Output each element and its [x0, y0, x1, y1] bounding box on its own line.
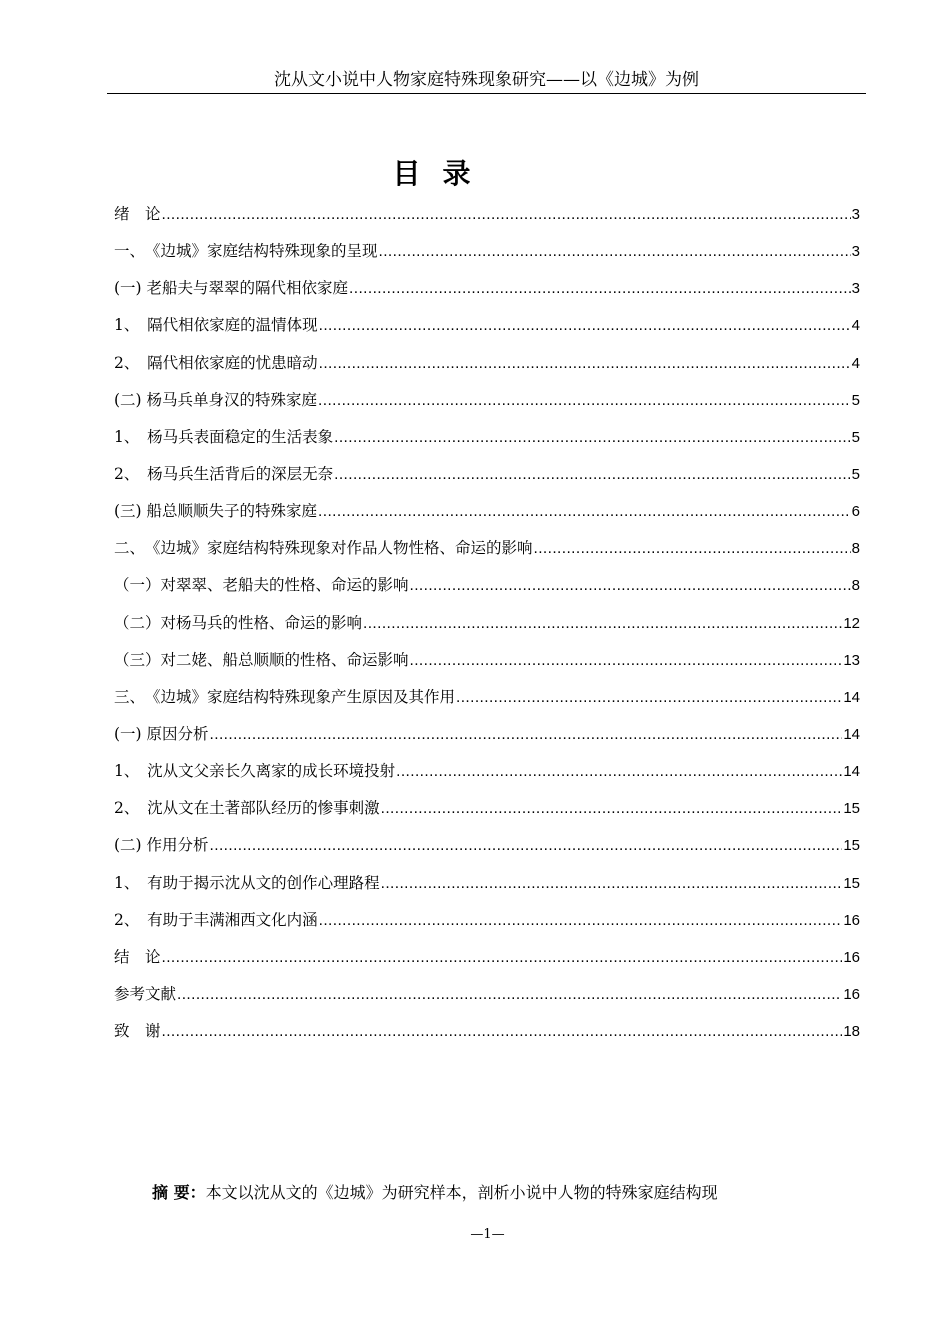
header-rule: [107, 93, 866, 94]
toc-leader-dots: [534, 538, 851, 560]
toc-entry[interactable]: [114, 612, 860, 649]
toc-entry-label: 2、 沈从文在土著部队经历的惨事刺激: [114, 799, 380, 818]
toc-entry-page: 14: [843, 725, 860, 743]
toc-entry[interactable]: [114, 797, 860, 834]
toc-entry[interactable]: [114, 1020, 860, 1057]
toc-entry-page: 5: [851, 428, 860, 446]
toc-entry-label: 2、 隔代相依家庭的忧患暗动: [114, 353, 318, 372]
toc-entry-label: 2、 杨马兵生活背后的深层无奈: [114, 464, 334, 483]
toc-entry[interactable]: [114, 277, 860, 314]
toc-entry-label: 1、 沈从文父亲长久离家的成长环境投射: [114, 762, 396, 781]
toc-entry-page: 8: [851, 540, 860, 558]
toc-entry-label: (一) 老船夫与翠翠的隔代相依家庭: [114, 279, 349, 298]
toc-leader-dots: [396, 761, 842, 783]
toc-entry[interactable]: [114, 240, 860, 277]
toc-leader-dots: [319, 315, 851, 337]
toc-entry[interactable]: [114, 872, 860, 909]
toc-entry[interactable]: [114, 314, 860, 351]
toc-entry-label: 2、 有助于丰满湘西文化内涵: [114, 910, 318, 929]
toc-entry-page: 4: [851, 317, 860, 335]
toc-leader-dots: [381, 798, 843, 820]
toc-entry-label: 1、 隔代相依家庭的温情体现: [114, 316, 318, 335]
toc-entry[interactable]: [114, 723, 860, 760]
toc-leader-dots: [410, 650, 843, 672]
toc-leader-dots: [319, 910, 843, 932]
toc-entry-label: 三、 《边城》家庭结构特殊现象产生原因及其作用: [114, 687, 456, 706]
toc-entry-page: 6: [851, 503, 860, 521]
toc-entry-page: 18: [843, 1023, 860, 1041]
toc-entry[interactable]: [114, 463, 860, 500]
toc-leader-dots: [334, 427, 851, 449]
toc-entry[interactable]: [114, 760, 860, 797]
toc-leader-dots: [379, 241, 851, 263]
toc-entry-label: 一、 《边城》家庭结构特殊现象的呈现: [114, 242, 378, 261]
toc-entry-page: 8: [851, 577, 860, 595]
toc-entry-page: 13: [843, 651, 860, 669]
toc-leader-dots: [363, 613, 842, 635]
toc-entry-label: （一）对翠翠、老船夫的性格、命运的影响: [114, 576, 409, 595]
toc-entry-label: (二) 作用分析: [114, 836, 209, 855]
toc-entry-page: 3: [851, 206, 860, 223]
toc-entry-page: 12: [843, 614, 860, 632]
abstract-text: 本文以沈从文的《边城》为研究样本，剖析小说中人物的特殊家庭结构现: [205, 1183, 718, 1202]
toc-title: 目录: [392, 157, 493, 190]
toc-entry-page: 16: [843, 985, 860, 1003]
running-header: 沈从文小说中人物家庭特殊现象研究——以《边城》为例: [274, 70, 699, 90]
table-of-contents: [114, 203, 860, 1057]
toc-leader-dots: [210, 724, 843, 746]
toc-entry[interactable]: [114, 686, 860, 723]
toc-leader-dots: [162, 947, 843, 969]
toc-leader-dots: [162, 1021, 843, 1043]
toc-leader-dots: [319, 353, 851, 375]
toc-entry[interactable]: [114, 426, 860, 463]
toc-entry-page: 5: [851, 465, 860, 483]
abstract-paragraph: [152, 1180, 872, 1206]
toc-entry-label: (一) 原因分析: [114, 724, 209, 743]
toc-entry[interactable]: [114, 352, 860, 389]
toc-entry-page: 14: [843, 763, 860, 781]
toc-entry-label: 绪 论: [114, 205, 161, 223]
toc-entry[interactable]: [114, 389, 860, 426]
toc-entry-label: (二) 杨马兵单身汉的特殊家庭: [114, 390, 318, 409]
toc-leader-dots: [456, 687, 842, 709]
toc-entry-page: 15: [843, 874, 860, 892]
toc-entry-page: 14: [843, 688, 860, 706]
toc-entry-label: 致 谢: [114, 1022, 161, 1041]
toc-entry[interactable]: [114, 649, 860, 686]
page-number: —1—: [470, 1227, 505, 1242]
toc-entry-page: 3: [851, 243, 860, 261]
toc-leader-dots: [410, 575, 851, 597]
toc-entry-page: 16: [843, 948, 860, 966]
toc-entry[interactable]: [114, 983, 860, 1020]
toc-entry-page: 15: [843, 800, 860, 818]
toc-entry[interactable]: [114, 537, 860, 574]
toc-entry-label: （三）对二姥、船总顺顺的性格、命运影响: [114, 650, 409, 669]
toc-leader-dots: [381, 873, 843, 895]
toc-entry-label: 参考文献: [114, 984, 177, 1003]
toc-entry-page: 15: [843, 837, 860, 855]
toc-entry[interactable]: [114, 500, 860, 537]
toc-leader-dots: [177, 984, 842, 1006]
toc-entry-page: 4: [851, 354, 860, 372]
toc-entry[interactable]: [114, 946, 860, 983]
abstract-label: 摘 要：: [152, 1183, 206, 1202]
toc-entry[interactable]: [114, 574, 860, 611]
toc-entry-label: 二、 《边城》家庭结构特殊现象对作品人物性格、命运的影响: [114, 539, 533, 558]
toc-leader-dots: [334, 464, 851, 486]
toc-leader-dots: [349, 278, 851, 300]
toc-entry[interactable]: [114, 834, 860, 871]
toc-leader-dots: [318, 501, 851, 523]
toc-leader-dots: [318, 390, 851, 412]
toc-entry-page: 3: [851, 280, 860, 298]
toc-leader-dots: [162, 204, 851, 226]
toc-leader-dots: [210, 835, 843, 857]
toc-entry-label: 1、 有助于揭示沈从文的创作心理路程: [114, 873, 380, 892]
toc-entry-label: （二）对杨马兵的性格、命运的影响: [114, 613, 363, 632]
toc-entry-page: 5: [851, 391, 860, 409]
toc-entry-label: 结 论: [114, 947, 161, 966]
toc-entry-label: 1、 杨马兵表面稳定的生活表象: [114, 427, 334, 446]
toc-entry[interactable]: [114, 203, 860, 240]
toc-entry-label: (三) 船总顺顺失子的特殊家庭: [114, 502, 318, 521]
toc-entry-page: 16: [843, 911, 860, 929]
toc-entry[interactable]: [114, 909, 860, 946]
